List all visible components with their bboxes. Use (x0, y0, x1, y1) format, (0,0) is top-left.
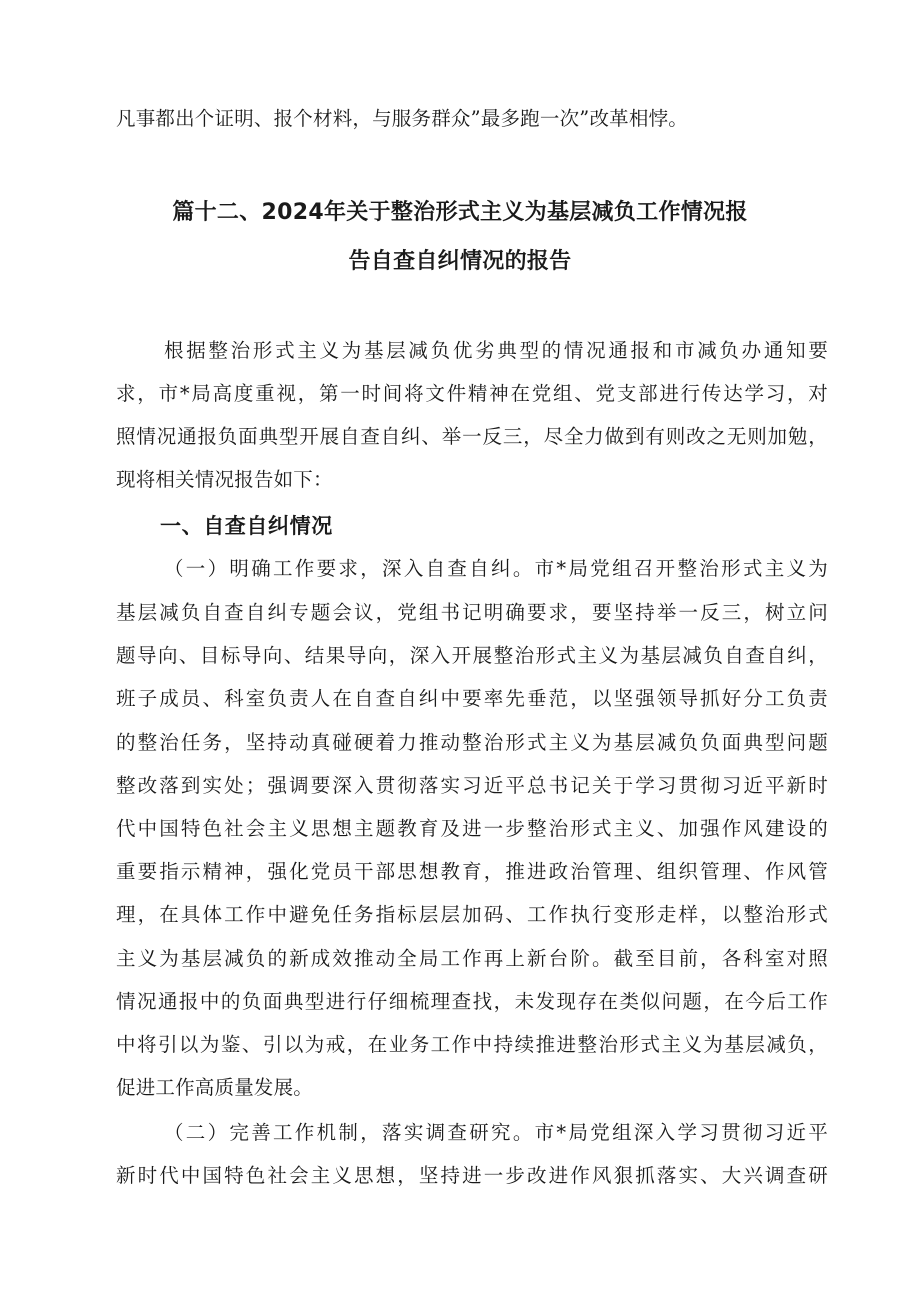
paragraph-line: 求，市*局高度重视，第一时间将文件精神在党组、党支部进行传达学习，对 (116, 382, 828, 405)
paragraph-line: 照情况通报负面典型开展自查自纠、举一反三，尽全力做到有则改之无则加勉， (116, 425, 828, 448)
paragraph-line: 理，在具体工作中避免任务指标层层加码、工作执行变形走样，以整治形式 (116, 903, 828, 926)
paragraph-line: 中将引以为鉴、引以为戒，在业务工作中持续推进整治形式主义为基层减负， (116, 1033, 828, 1056)
section-heading: 一、自查自纠情况 (160, 514, 333, 538)
paragraph-line: 促进工作高质量发展。 (116, 1076, 314, 1099)
document-title-line-1: 篇十二、2024年关于整治形式主义为基层减负工作情况报 (172, 200, 748, 225)
paragraph-line: （二）完善工作机制，落实调查研究。市*局党组深入学习贯彻习近平 (164, 1121, 828, 1144)
paragraph-line: 现将相关情况报告如下： (116, 468, 333, 491)
paragraph-line: 代中国特色社会主义思想主题教育及进一步整治形式主义、加强作风建设的 (116, 817, 828, 840)
paragraph-line: 基层减负自查自纠专题会议，党组书记明确要求，要坚持举一反三，树立问 (116, 601, 828, 624)
paragraph-line: （一）明确工作要求，深入自查自纠。市*局党组召开整治形式主义为 (164, 557, 828, 580)
paragraph-line: 班子成员、科室负责人在自查自纠中要率先垂范，以坚强领导抓好分工负责 (116, 687, 828, 710)
paragraph-line: 的整治任务，坚持动真碰硬着力推动整治形式主义为基层减负负面典型问题 (116, 731, 828, 754)
intro-line: 凡事都出个证明、报个材料，与服务群众”最多跑一次”改革相悖。 (116, 107, 688, 130)
paragraph-line: 重要指示精神，强化党员干部思想教育，推进政治管理、组织管理、作风管 (116, 860, 828, 883)
paragraph-line: 情况通报中的负面典型进行仔细梳理查找，未发现存在类似问题，在今后工作 (116, 990, 828, 1013)
paragraph-line: 主义为基层减负的新成效推动全局工作再上新台阶。截至目前，各科室对照 (116, 947, 828, 970)
paragraph-line: 题导向、目标导向、结果导向，深入开展整治形式主义为基层减负自查自纠， (116, 644, 828, 667)
document-title-line-2: 告自查自纠情况的报告 (348, 249, 572, 274)
paragraph-line: 根据整治形式主义为基层减负优劣典型的情况通报和市减负办通知要 (164, 339, 828, 362)
paragraph-line: 新时代中国特色社会主义思想，坚持进一步改进作风狠抓落实、大兴调查研 (116, 1164, 828, 1187)
paragraph-line: 整改落到实处；强调要深入贯彻落实习近平总书记关于学习贯彻习近平新时 (116, 774, 828, 797)
